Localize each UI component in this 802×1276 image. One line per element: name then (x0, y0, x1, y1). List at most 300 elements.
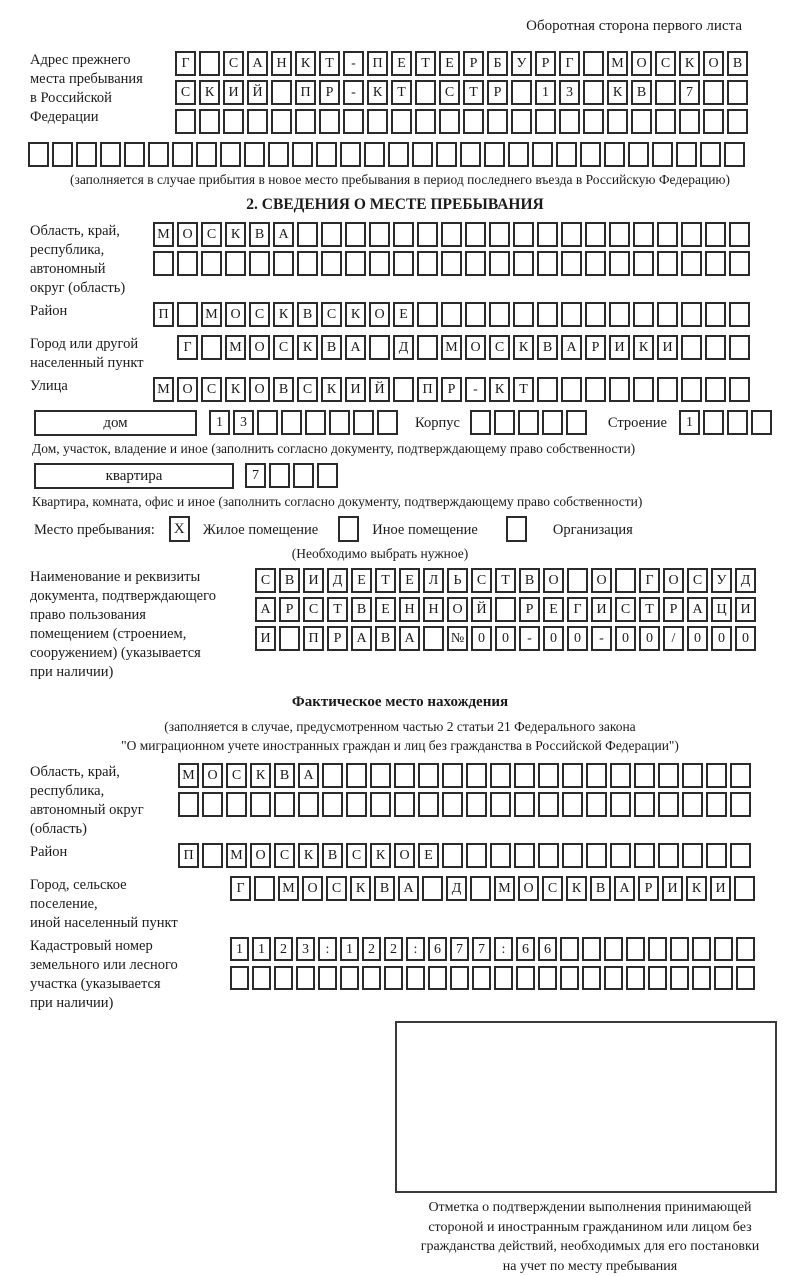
char-cell[interactable]: 1 (209, 410, 230, 435)
char-cell[interactable] (604, 937, 623, 961)
char-cell[interactable]: Б (487, 51, 508, 76)
char-cell[interactable] (322, 763, 343, 788)
char-cell[interactable] (418, 763, 439, 788)
char-cell[interactable] (442, 843, 463, 868)
char-cell[interactable]: П (178, 843, 199, 868)
char-cell[interactable] (279, 626, 300, 651)
char-cell[interactable]: Е (439, 51, 460, 76)
char-cell[interactable]: Й (369, 377, 390, 402)
char-cell[interactable] (705, 335, 726, 360)
char-cell[interactable] (317, 463, 338, 488)
char-cell[interactable] (394, 763, 415, 788)
char-cell[interactable]: 0 (639, 626, 660, 651)
char-cell[interactable] (268, 142, 289, 167)
char-cell[interactable] (340, 142, 361, 167)
char-cell[interactable]: С (201, 377, 222, 402)
char-cell[interactable] (676, 142, 697, 167)
char-cell[interactable]: С (201, 222, 222, 247)
char-cell[interactable] (384, 966, 403, 990)
char-cell[interactable]: - (519, 626, 540, 651)
char-cell[interactable] (417, 251, 438, 276)
char-cell[interactable]: И (255, 626, 276, 651)
char-cell[interactable] (271, 109, 292, 134)
char-cell[interactable] (296, 966, 315, 990)
char-cell[interactable]: Д (735, 568, 756, 593)
char-cell[interactable]: У (711, 568, 732, 593)
char-cell[interactable]: 6 (538, 937, 557, 961)
char-cell[interactable]: 6 (428, 937, 447, 961)
char-cell[interactable] (100, 142, 121, 167)
char-cell[interactable]: К (225, 377, 246, 402)
char-cell[interactable]: О (249, 335, 270, 360)
char-cell[interactable] (559, 109, 580, 134)
char-cell[interactable] (537, 302, 558, 327)
char-cell[interactable]: С (346, 843, 367, 868)
char-cell[interactable]: Р (441, 377, 462, 402)
char-cell[interactable] (730, 792, 751, 817)
char-cell[interactable]: О (249, 377, 270, 402)
char-cell[interactable]: Й (247, 80, 268, 105)
char-cell[interactable] (76, 142, 97, 167)
char-cell[interactable]: М (278, 876, 299, 901)
char-cell[interactable] (658, 792, 679, 817)
char-cell[interactable]: С (303, 597, 324, 622)
char-cell[interactable]: 0 (543, 626, 564, 651)
char-cell[interactable] (585, 302, 606, 327)
char-cell[interactable]: В (351, 597, 372, 622)
char-cell[interactable]: О (703, 51, 724, 76)
char-cell[interactable]: С (542, 876, 563, 901)
char-cell[interactable]: 3 (296, 937, 315, 961)
char-cell[interactable]: Р (279, 597, 300, 622)
char-cell[interactable]: С (321, 302, 342, 327)
char-cell[interactable]: № (447, 626, 468, 651)
char-cell[interactable]: В (321, 335, 342, 360)
char-cell[interactable]: О (543, 568, 564, 593)
char-cell[interactable] (561, 222, 582, 247)
char-cell[interactable]: С (655, 51, 676, 76)
char-cell[interactable] (388, 142, 409, 167)
char-cell[interactable] (562, 792, 583, 817)
char-cell[interactable] (585, 251, 606, 276)
char-cell[interactable]: Р (535, 51, 556, 76)
char-cell[interactable] (607, 109, 628, 134)
char-cell[interactable]: Н (399, 597, 420, 622)
char-cell[interactable] (609, 377, 630, 402)
char-cell[interactable]: У (511, 51, 532, 76)
char-cell[interactable] (178, 792, 199, 817)
char-cell[interactable]: М (153, 377, 174, 402)
char-cell[interactable]: А (687, 597, 708, 622)
char-cell[interactable]: Р (319, 80, 340, 105)
char-cell[interactable] (727, 80, 748, 105)
char-cell[interactable] (441, 222, 462, 247)
char-cell[interactable] (657, 302, 678, 327)
char-cell[interactable]: Ц (711, 597, 732, 622)
char-cell[interactable]: 0 (567, 626, 588, 651)
char-cell[interactable]: С (297, 377, 318, 402)
char-cell[interactable] (463, 109, 484, 134)
char-cell[interactable] (508, 142, 529, 167)
char-cell[interactable]: К (295, 51, 316, 76)
char-cell[interactable]: К (566, 876, 587, 901)
char-cell[interactable]: К (370, 843, 391, 868)
char-cell[interactable]: - (343, 80, 364, 105)
char-cell[interactable]: К (489, 377, 510, 402)
char-cell[interactable] (466, 843, 487, 868)
char-cell[interactable] (648, 937, 667, 961)
char-cell[interactable]: Е (418, 843, 439, 868)
char-cell[interactable] (442, 792, 463, 817)
char-cell[interactable] (175, 109, 196, 134)
char-cell[interactable]: К (250, 763, 271, 788)
char-cell[interactable]: В (590, 876, 611, 901)
char-cell[interactable]: В (519, 568, 540, 593)
char-cell[interactable] (682, 763, 703, 788)
char-cell[interactable] (561, 377, 582, 402)
char-cell[interactable]: В (297, 302, 318, 327)
char-cell[interactable]: Т (319, 51, 340, 76)
char-cell[interactable] (538, 843, 559, 868)
char-cell[interactable] (535, 109, 556, 134)
char-cell[interactable] (321, 251, 342, 276)
char-cell[interactable] (518, 410, 539, 435)
char-cell[interactable] (537, 222, 558, 247)
char-cell[interactable]: П (295, 80, 316, 105)
char-cell[interactable] (700, 142, 721, 167)
char-cell[interactable]: О (631, 51, 652, 76)
char-cell[interactable] (318, 966, 337, 990)
char-cell[interactable] (556, 142, 577, 167)
char-cell[interactable] (681, 222, 702, 247)
char-cell[interactable]: И (591, 597, 612, 622)
char-cell[interactable]: Т (495, 568, 516, 593)
char-cell[interactable] (346, 792, 367, 817)
char-cell[interactable] (729, 302, 750, 327)
char-cell[interactable] (257, 410, 278, 435)
char-cell[interactable] (364, 142, 385, 167)
char-cell[interactable]: Р (585, 335, 606, 360)
char-cell[interactable]: Д (327, 568, 348, 593)
char-cell[interactable]: К (199, 80, 220, 105)
char-cell[interactable]: Е (399, 568, 420, 593)
char-cell[interactable]: 0 (615, 626, 636, 651)
char-cell[interactable] (730, 843, 751, 868)
char-cell[interactable] (441, 302, 462, 327)
char-cell[interactable]: - (465, 377, 486, 402)
char-cell[interactable]: Г (567, 597, 588, 622)
char-cell[interactable] (124, 142, 145, 167)
char-cell[interactable]: М (441, 335, 462, 360)
char-cell[interactable] (322, 792, 343, 817)
char-cell[interactable] (657, 377, 678, 402)
char-cell[interactable]: 0 (471, 626, 492, 651)
char-cell[interactable]: И (345, 377, 366, 402)
char-cell[interactable] (513, 302, 534, 327)
char-cell[interactable]: К (298, 843, 319, 868)
char-cell[interactable] (514, 792, 535, 817)
char-cell[interactable] (271, 80, 292, 105)
char-cell[interactable]: А (398, 876, 419, 901)
char-cell[interactable] (254, 876, 275, 901)
char-cell[interactable]: Л (423, 568, 444, 593)
char-cell[interactable] (513, 251, 534, 276)
char-cell[interactable]: К (350, 876, 371, 901)
char-cell[interactable] (670, 966, 689, 990)
char-cell[interactable]: 1 (340, 937, 359, 961)
char-cell[interactable]: О (202, 763, 223, 788)
char-cell[interactable]: Т (415, 51, 436, 76)
char-cell[interactable] (542, 410, 563, 435)
char-cell[interactable] (513, 222, 534, 247)
char-cell[interactable]: И (662, 876, 683, 901)
char-cell[interactable]: 7 (450, 937, 469, 961)
char-cell[interactable]: В (249, 222, 270, 247)
char-cell[interactable] (428, 966, 447, 990)
char-cell[interactable] (177, 302, 198, 327)
char-cell[interactable]: 1 (252, 937, 271, 961)
char-cell[interactable] (705, 377, 726, 402)
char-cell[interactable] (561, 251, 582, 276)
char-cell[interactable] (369, 251, 390, 276)
char-cell[interactable] (273, 251, 294, 276)
char-cell[interactable] (582, 937, 601, 961)
char-cell[interactable]: К (273, 302, 294, 327)
char-cell[interactable] (585, 222, 606, 247)
char-cell[interactable] (567, 568, 588, 593)
char-cell[interactable] (633, 251, 654, 276)
char-cell[interactable] (703, 80, 724, 105)
char-cell[interactable]: О (447, 597, 468, 622)
char-cell[interactable] (460, 142, 481, 167)
char-cell[interactable] (714, 937, 733, 961)
char-cell[interactable] (681, 302, 702, 327)
char-cell[interactable]: В (279, 568, 300, 593)
char-cell[interactable] (514, 763, 535, 788)
char-cell[interactable]: Р (327, 626, 348, 651)
char-cell[interactable] (274, 966, 293, 990)
char-cell[interactable] (148, 142, 169, 167)
char-cell[interactable]: Е (543, 597, 564, 622)
char-cell[interactable] (199, 109, 220, 134)
char-cell[interactable]: 1 (230, 937, 249, 961)
char-cell[interactable]: Е (391, 51, 412, 76)
char-cell[interactable] (202, 843, 223, 868)
char-cell[interactable] (28, 142, 49, 167)
char-cell[interactable] (422, 876, 443, 901)
char-cell[interactable] (670, 937, 689, 961)
char-cell[interactable]: Е (393, 302, 414, 327)
char-cell[interactable] (705, 222, 726, 247)
char-cell[interactable] (609, 251, 630, 276)
char-cell[interactable] (560, 966, 579, 990)
char-cell[interactable]: 7 (472, 937, 491, 961)
char-cell[interactable]: О (369, 302, 390, 327)
char-cell[interactable] (705, 302, 726, 327)
char-cell[interactable] (736, 937, 755, 961)
char-cell[interactable]: Н (423, 597, 444, 622)
char-cell[interactable] (343, 109, 364, 134)
char-cell[interactable]: В (274, 763, 295, 788)
char-cell[interactable] (538, 966, 557, 990)
char-cell[interactable]: 7 (245, 463, 266, 488)
char-cell[interactable] (751, 410, 772, 435)
char-cell[interactable]: К (607, 80, 628, 105)
char-cell[interactable]: 0 (687, 626, 708, 651)
char-cell[interactable]: Т (375, 568, 396, 593)
char-cell[interactable]: О (518, 876, 539, 901)
char-cell[interactable] (633, 377, 654, 402)
char-cell[interactable] (610, 792, 631, 817)
stay-type-checkbox-organization[interactable] (506, 516, 527, 542)
char-cell[interactable]: В (375, 626, 396, 651)
char-cell[interactable] (52, 142, 73, 167)
char-cell[interactable]: С (615, 597, 636, 622)
char-cell[interactable] (470, 876, 491, 901)
char-cell[interactable]: К (513, 335, 534, 360)
char-cell[interactable]: О (250, 843, 271, 868)
char-cell[interactable] (729, 222, 750, 247)
char-cell[interactable]: И (609, 335, 630, 360)
char-cell[interactable]: Е (375, 597, 396, 622)
char-cell[interactable] (631, 109, 652, 134)
char-cell[interactable] (655, 109, 676, 134)
char-cell[interactable] (465, 251, 486, 276)
char-cell[interactable]: О (177, 377, 198, 402)
char-cell[interactable]: 2 (274, 937, 293, 961)
char-cell[interactable] (297, 222, 318, 247)
char-cell[interactable]: 0 (495, 626, 516, 651)
char-cell[interactable] (489, 302, 510, 327)
char-cell[interactable]: Й (471, 597, 492, 622)
char-cell[interactable]: К (633, 335, 654, 360)
char-cell[interactable]: С (274, 843, 295, 868)
char-cell[interactable]: И (657, 335, 678, 360)
char-cell[interactable]: П (367, 51, 388, 76)
char-cell[interactable] (703, 410, 724, 435)
char-cell[interactable]: : (494, 937, 513, 961)
char-cell[interactable] (345, 222, 366, 247)
char-cell[interactable] (377, 410, 398, 435)
char-cell[interactable]: А (345, 335, 366, 360)
char-cell[interactable] (281, 410, 302, 435)
char-cell[interactable]: И (710, 876, 731, 901)
char-cell[interactable] (340, 966, 359, 990)
char-cell[interactable]: Р (519, 597, 540, 622)
char-cell[interactable]: К (367, 80, 388, 105)
char-cell[interactable] (353, 410, 374, 435)
stay-type-checkbox-residential[interactable]: X (169, 516, 190, 542)
char-cell[interactable] (316, 142, 337, 167)
char-cell[interactable] (249, 251, 270, 276)
char-cell[interactable] (652, 142, 673, 167)
char-cell[interactable] (736, 966, 755, 990)
char-cell[interactable]: С (255, 568, 276, 593)
char-cell[interactable] (682, 843, 703, 868)
char-cell[interactable]: И (735, 597, 756, 622)
char-cell[interactable] (490, 763, 511, 788)
char-cell[interactable] (442, 763, 463, 788)
char-cell[interactable] (537, 377, 558, 402)
char-cell[interactable]: С (439, 80, 460, 105)
char-cell[interactable]: 1 (535, 80, 556, 105)
char-cell[interactable]: М (201, 302, 222, 327)
char-cell[interactable] (439, 109, 460, 134)
char-cell[interactable] (319, 109, 340, 134)
char-cell[interactable] (692, 937, 711, 961)
char-cell[interactable] (297, 251, 318, 276)
char-cell[interactable]: С (223, 51, 244, 76)
char-cell[interactable]: А (614, 876, 635, 901)
char-cell[interactable] (329, 410, 350, 435)
char-cell[interactable] (705, 251, 726, 276)
char-cell[interactable]: С (249, 302, 270, 327)
char-cell[interactable]: Г (230, 876, 251, 901)
char-cell[interactable] (367, 109, 388, 134)
char-cell[interactable]: О (591, 568, 612, 593)
char-cell[interactable] (487, 109, 508, 134)
char-cell[interactable]: Т (463, 80, 484, 105)
char-cell[interactable] (703, 109, 724, 134)
char-cell[interactable] (393, 377, 414, 402)
char-cell[interactable]: А (247, 51, 268, 76)
char-cell[interactable]: В (537, 335, 558, 360)
char-cell[interactable] (609, 222, 630, 247)
stay-type-checkbox-other-premises[interactable] (338, 516, 359, 542)
char-cell[interactable] (537, 251, 558, 276)
char-cell[interactable] (727, 109, 748, 134)
char-cell[interactable] (391, 109, 412, 134)
char-cell[interactable]: А (561, 335, 582, 360)
char-cell[interactable] (423, 626, 444, 651)
char-cell[interactable]: 0 (711, 626, 732, 651)
char-cell[interactable]: Ь (447, 568, 468, 593)
char-cell[interactable]: О (177, 222, 198, 247)
char-cell[interactable]: А (298, 763, 319, 788)
char-cell[interactable]: М (153, 222, 174, 247)
char-cell[interactable] (466, 792, 487, 817)
char-cell[interactable] (489, 251, 510, 276)
char-cell[interactable]: С (687, 568, 708, 593)
char-cell[interactable]: Р (638, 876, 659, 901)
char-cell[interactable]: 3 (559, 80, 580, 105)
char-cell[interactable] (580, 142, 601, 167)
char-cell[interactable]: С (273, 335, 294, 360)
char-cell[interactable] (269, 463, 290, 488)
char-cell[interactable] (730, 763, 751, 788)
char-cell[interactable] (729, 251, 750, 276)
char-cell[interactable] (305, 410, 326, 435)
char-cell[interactable] (292, 142, 313, 167)
char-cell[interactable] (202, 792, 223, 817)
char-cell[interactable]: Г (177, 335, 198, 360)
char-cell[interactable] (417, 222, 438, 247)
char-cell[interactable] (604, 142, 625, 167)
char-cell[interactable]: Г (639, 568, 660, 593)
char-cell[interactable] (610, 763, 631, 788)
char-cell[interactable]: Д (446, 876, 467, 901)
char-cell[interactable]: Т (639, 597, 660, 622)
char-cell[interactable] (727, 410, 748, 435)
char-cell[interactable] (562, 763, 583, 788)
char-cell[interactable]: Р (487, 80, 508, 105)
char-cell[interactable] (692, 966, 711, 990)
char-cell[interactable] (681, 335, 702, 360)
char-cell[interactable]: М (225, 335, 246, 360)
char-cell[interactable] (362, 966, 381, 990)
char-cell[interactable] (706, 763, 727, 788)
char-cell[interactable]: К (686, 876, 707, 901)
